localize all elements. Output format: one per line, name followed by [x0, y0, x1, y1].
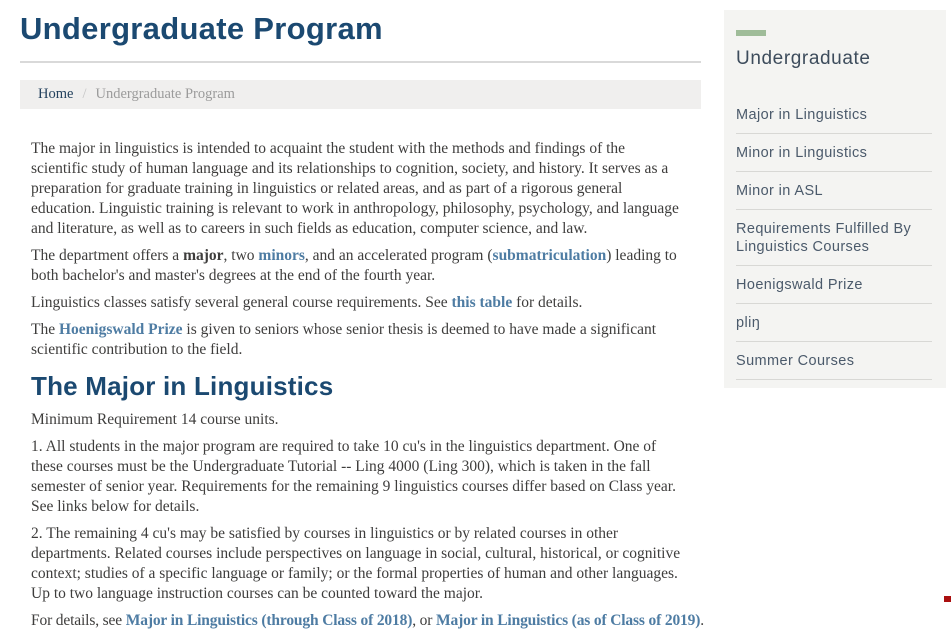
body-text: , two: [223, 247, 259, 264]
body-text: ) leading to both bachelor's and master's degrees at the end of the fourth year.: [31, 247, 677, 284]
section-paragraph-4: [31, 611, 705, 631]
page-title: Undergraduate Program: [20, 11, 383, 46]
body-text: The major in linguistics is intended to acquaint the student with the methods and findings of the scientific study of human language and its relationships to cognition, society, and history. It serves as a preparation for graduate training in linguistics or related areas, and as part of a rigorous general education. Linguistic training is relevant to work in anthropology, philosophy, psychology, and language and literature, as well as to careers in such fields as education, computer science, and law.: [31, 140, 679, 237]
body-text: Linguistics classes satisfy several general course requirements. See: [31, 294, 452, 311]
body-text: 1. All students in the major program are required to take 10 cu's in the linguistics department. One of these courses must be the Undergraduate Tutorial -- Ling 4000 (Ling 300), which is taken in the fall semester of senior year. Requirements for the remaining 9 linguistics courses differ based on Class year. See links below for details.: [31, 438, 676, 515]
sidebar-item-plin[interactable]: pliŋ: [736, 304, 932, 342]
sidebar-item-hoenigswald-prize[interactable]: Hoenigswald Prize: [736, 266, 932, 304]
sidebar-item-requirements-fulfilled[interactable]: Requirements Fulfilled By Linguistics Courses: [736, 210, 932, 266]
body-text: .: [700, 612, 705, 629]
intro-paragraph-3: [31, 293, 683, 313]
section-heading-major-in-linguistics: The Major in Linguistics: [31, 371, 334, 401]
intro-paragraph-1: [31, 139, 683, 239]
sidebar-menu: [736, 96, 932, 380]
body-text: is given to seniors whose senior thesis is deemed to have made a significant scientific contribution to the field.: [31, 321, 657, 358]
body-text: , and an accelerated program (: [304, 247, 493, 264]
sidebar-undergraduate-nav: [724, 10, 946, 388]
sidebar-item-summer-courses[interactable]: Summer Courses: [736, 342, 932, 380]
submatriculation-link[interactable]: submatriculation: [492, 247, 607, 264]
breadcrumb-separator: /: [82, 86, 87, 102]
sidebar-heading: Undergraduate: [736, 48, 871, 69]
article-body: [20, 139, 705, 631]
minors-link[interactable]: minors: [258, 247, 305, 264]
main-content: [20, 10, 705, 638]
major-as-of-class-2019-link[interactable]: Major in Linguistics (as of Class of 2019): [436, 612, 701, 629]
breadcrumb-current: Undergraduate Program: [95, 86, 235, 102]
body-text: For details, see: [31, 612, 126, 629]
section-paragraph-1: [31, 410, 683, 430]
sidebar-item-minor-in-linguistics[interactable]: Minor in Linguistics: [736, 134, 932, 172]
breadcrumb: [20, 80, 701, 109]
title-divider: [20, 61, 701, 63]
bold-text: major: [183, 247, 224, 264]
hoenigswald-prize-link[interactable]: Hoenigswald Prize: [58, 321, 183, 338]
corner-widget-fragment[interactable]: [944, 596, 951, 602]
body-text: , or: [412, 612, 437, 629]
this-table-link[interactable]: this table: [451, 294, 513, 311]
section-paragraph-3: [31, 524, 683, 604]
sidebar-accent-bar: [736, 30, 766, 36]
body-text: The department offers a: [31, 247, 184, 264]
body-text: 2. The remaining 4 cu's may be satisfied by courses in linguistics or by related courses in other departments. Related courses include perspectives on language in social, cultural, historical, or cognitive context; studies of a specific language or family; or the formal properties of human and other languages. Up to two language instruction courses can be counted toward the major.: [31, 525, 681, 602]
body-text: for details.: [512, 294, 583, 311]
breadcrumb-home-link[interactable]: Home: [38, 86, 74, 102]
body-text: The: [31, 321, 59, 338]
major-through-class-2018-link[interactable]: Major in Linguistics (through Class of 2018): [125, 612, 413, 629]
sidebar-item-major-in-linguistics[interactable]: Major in Linguistics: [736, 96, 932, 134]
section-paragraph-2: [31, 437, 683, 517]
body-text: Minimum Requirement 14 course units.: [31, 411, 279, 428]
intro-paragraph-2: [31, 246, 683, 286]
sidebar-item-minor-in-asl[interactable]: Minor in ASL: [736, 172, 932, 210]
intro-paragraph-4: [31, 320, 683, 360]
